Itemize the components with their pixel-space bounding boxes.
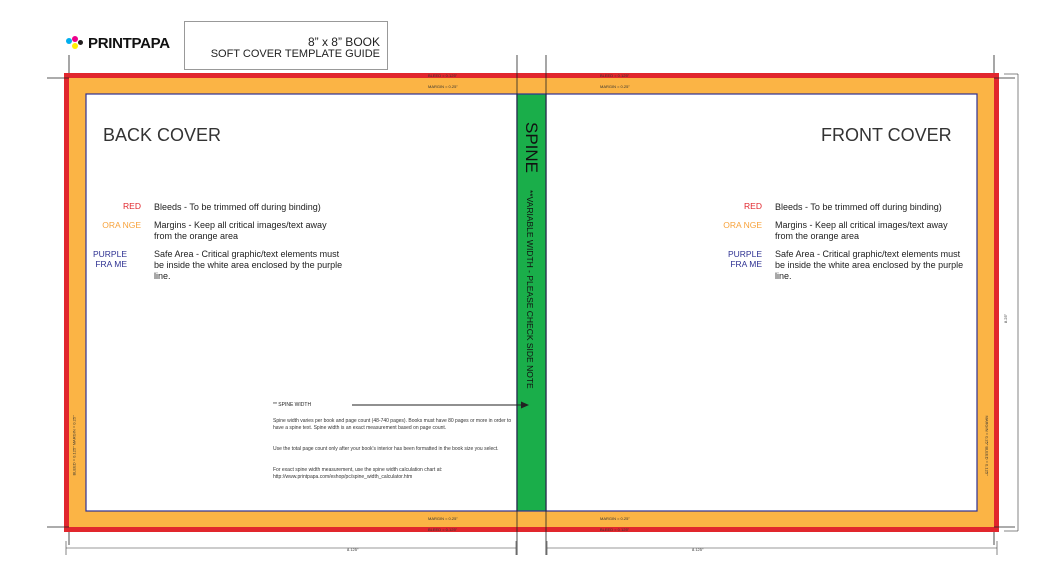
bleed-label-top-right: BLEED = 0.125" (600, 73, 630, 78)
front-cover-safe-area (546, 94, 977, 511)
logo-text: PRINTPAPA (88, 35, 170, 52)
back-cover-title: BACK COVER (103, 125, 222, 145)
width-label-right: 8.125" (692, 547, 704, 552)
margin-label-bottom-right: MARGIN = 0.25" (600, 516, 630, 521)
side-label-left: BLEED = 0.125" MARGIN = 0.25" (71, 415, 77, 476)
legend-desc-purple: Safe Area - Critical graphic/text elements must be inside the white area enclosed by the purple line. (154, 249, 343, 281)
legend-key-orange: ORA NGE (723, 220, 762, 230)
margin-label-top-right: MARGIN = 0.25" (600, 84, 630, 89)
spine-note-para1: Spine width varies per book and page count (48-740 pages). Books must have 80 pages or more in order to have a spine text. Spine width is an exact measurement based on page count. (273, 418, 512, 431)
bleed-label-top-left: BLEED = 0.125" (428, 73, 458, 78)
legend-desc-red: Bleeds - To be trimmed off during binding) (154, 202, 321, 212)
margin-label-bottom-left: MARGIN = 0.25" (428, 516, 458, 521)
title-size: 8” x 8” BOOK (307, 35, 380, 49)
height-label-right: 8.25" (1003, 313, 1009, 324)
legend-key-red: RED (123, 201, 141, 211)
legend-key-orange: ORA NGE (102, 220, 141, 230)
margin-label-top-left: MARGIN = 0.25" (428, 84, 458, 89)
legend-desc-purple: Safe Area - Critical graphic/text elements must be inside the white area enclosed by the purple line. (775, 249, 964, 281)
front-cover-title: FRONT COVER (821, 125, 952, 145)
title-guide: SOFT COVER TEMPLATE GUIDE (210, 48, 380, 60)
spine-note-para2: Use the total page count only after your book's interior has been formatted in the book size you select. (273, 446, 499, 452)
width-label-left: 8.125" (347, 547, 359, 552)
spine-subtitle: **VARIABLE WIDTH - PLEASE CHECK SIDE NOTE (525, 190, 535, 389)
spine-note-para3: For exact spine width measurement, use the spine width calculation chart at: http://www.printpapa.com/eshop/pc/spine_width_calculator.htm (273, 467, 443, 480)
spine-note-title: ** SPINE WIDTH (273, 402, 312, 408)
legend-desc-orange: Margins - Keep all critical images/text away from the orange area (154, 220, 327, 241)
legend-key-purple: PURPLE FRA ME (727, 249, 762, 269)
legend-key-purple: PURPLE FRA ME (92, 249, 127, 269)
legend-key-red: RED (744, 201, 762, 211)
legend-desc-red: Bleeds - To be trimmed off during binding) (775, 202, 942, 212)
side-label-right: MARGIN = 0.25" BLEED = 0.125" (984, 415, 990, 476)
spine-title: SPINE (522, 122, 541, 174)
bleed-label-bottom-left: BLEED = 0.125" (428, 527, 458, 532)
legend-desc-orange: Margins - Keep all critical images/text away from the orange area (775, 220, 948, 241)
bleed-label-bottom-right: BLEED = 0.125" (600, 527, 630, 532)
